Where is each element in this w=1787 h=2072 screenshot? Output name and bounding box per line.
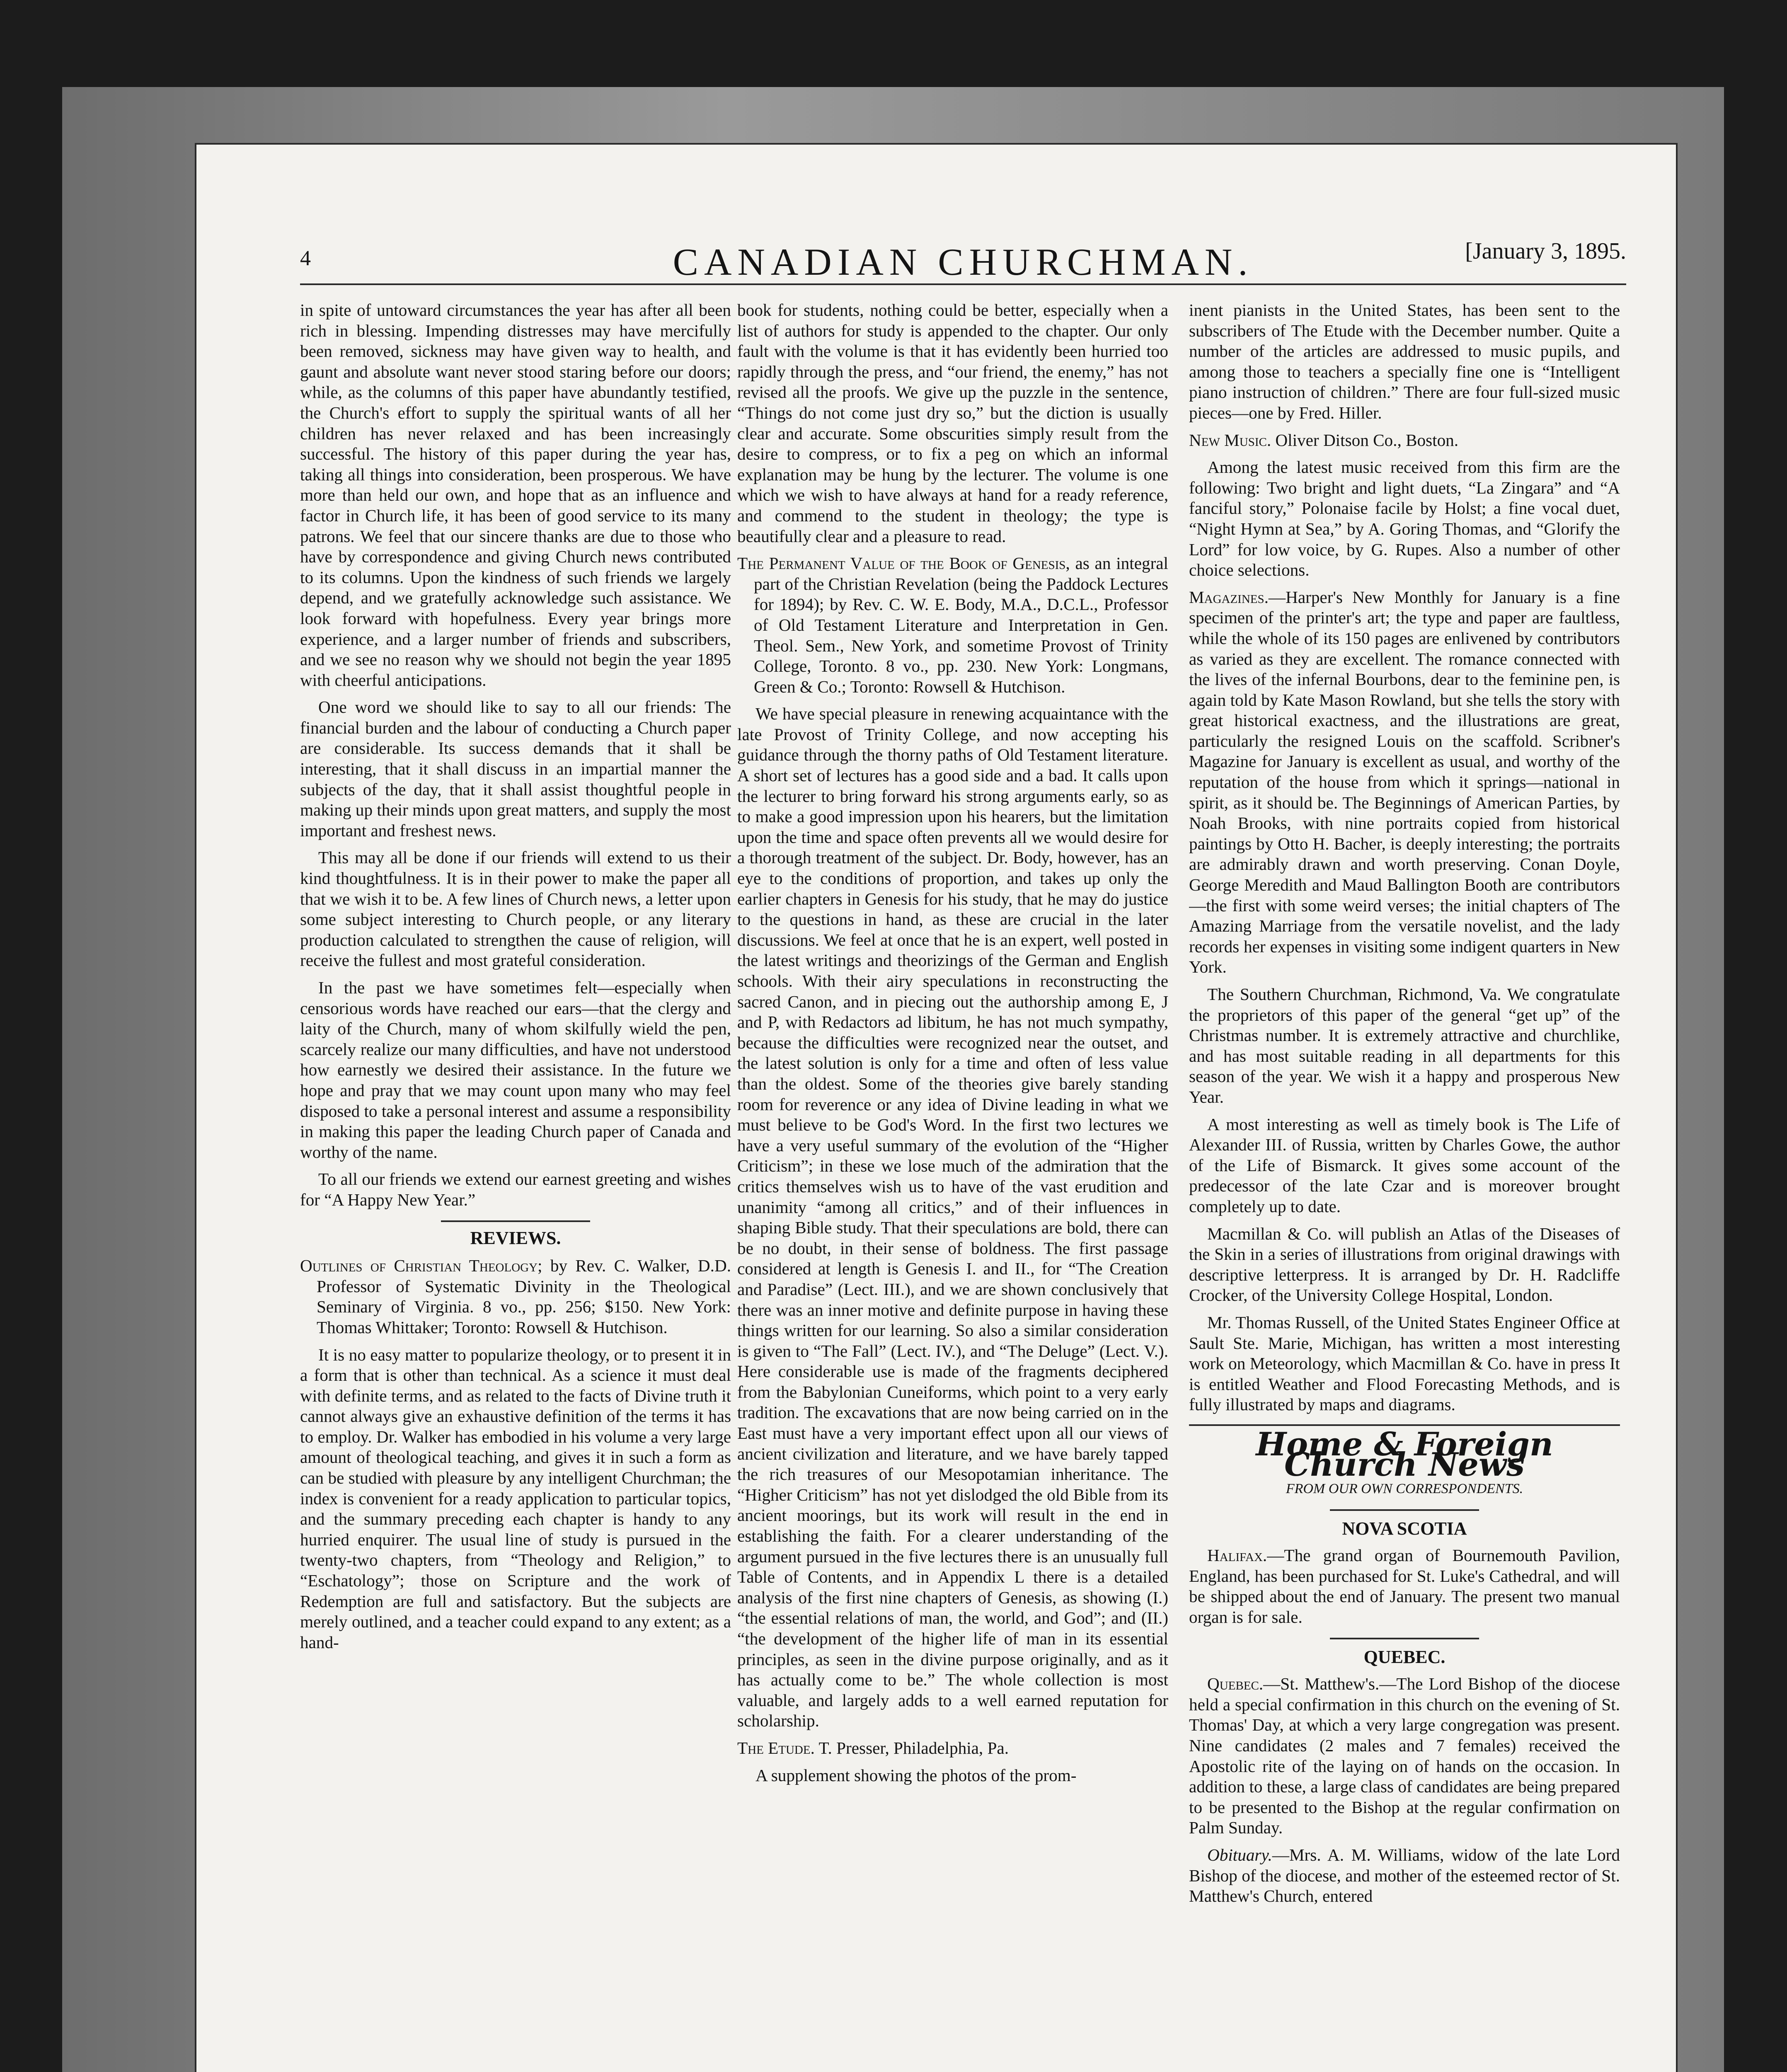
place-name: Quebec. (1207, 1674, 1264, 1694)
province-heading-quebec: QUEBEC. (1363, 1646, 1446, 1667)
paragraph: This may all be done if our friends will extend to us their kind thoughtfulness. It is in their power to make the paper all that we wish it to be. A few lines of Church news, a letter upon some subject interesting to Church people, or any literary production calculated to strengthen the cause of religion, will receive the fullest and most grateful consideration. (300, 848, 731, 970)
paragraph: Among the latest music received from this firm are the following: Two bright and light duets, “La Zingara” and “A fanciful story,” Polonaise facile by Holst; a fine vocal duet, “Night Hymn at Sea,” by A. Goring Thomas, and “Glorify the Lord” for low voice, by G. Rupes. Also a number of other choice selections. (1189, 457, 1620, 580)
review-details: ; by Rev. C. Walker, D.D. Professor of Systematic Divinity in the Theological Seminary of Virginia. 8 vo., pp. 256; $150. New York: Thomas Whittaker; Toronto: Rowsell & Hutchison. (317, 1256, 731, 1337)
review-entry (737, 553, 1168, 697)
news-item (1189, 1545, 1620, 1627)
news-item (1189, 1845, 1620, 1907)
news-text: —Mrs. A. M. Williams, widow of the late Lord Bishop of the diocese, and mother of the esteemed rector of St. Matthew's Church, entered (1189, 1845, 1620, 1906)
church-news-subheading: FROM OUR OWN CORRESPONDENTS. (1286, 1481, 1523, 1497)
newspaper-page (195, 143, 1678, 2072)
divider (1330, 1638, 1479, 1639)
reviews-heading: REVIEWS. (470, 1227, 561, 1248)
news-item (1189, 1674, 1620, 1838)
news-text: —The grand organ of Bournemouth Pavilion, England, has been purchased for St. Luke's Cathedral, and will be shipped about the end of January. The present two manual organ is for sale. (1189, 1546, 1620, 1627)
news-text: —St. Matthew's.—The Lord Bishop of the diocese held a special confirmation in this church on the evening of St. Thomas' Day, at which a very large congregation was present. Nine candidates (2 males and 7 females) received the Apostolic rite of the laying on of hands on the occasion. In addition to these, a large class of candidates are being prepared to be presented to the Bishop at the regular confirmation on Palm Sunday. (1189, 1674, 1620, 1837)
review-title: The Etude. (737, 1738, 815, 1757)
divider (441, 1220, 590, 1222)
review-entry (1189, 587, 1620, 978)
paragraph: inent pianists in the United States, has been sent to the subscribers of The Etude with the December number. Quite a number of the articles are addressed to music pupils, and among those to teachers a specially fine one is “Intelligent piano instruction of children.” There are four full-sized music pieces—one by Fred. Hiller. (1189, 300, 1620, 422)
divider (1330, 1509, 1479, 1511)
review-details: Oliver Ditson Co., Boston. (1271, 430, 1459, 450)
review-entry (300, 1256, 731, 1338)
paragraph: One word we should like to say to all our friends: The financial burden and the labour of conducting a Church paper are considerable. Its success demands that it shall be interesting, that it shall discuss in an impartial manner the subjects of the day, that it shall assist thoughtful people in making up their minds upon great matters, and supply the most important and freshest news. (300, 697, 731, 840)
paragraph: A most interesting as well as timely book is The Life of Alexander III. of Russia, written by Charles Gowe, the author of the Life of Bismarck. It gives some account of the predecessor of the late Czar and is moreover brought completely up to date. (1189, 1114, 1620, 1216)
paragraph: It is no easy matter to popularize theology, or to present it in a form that is other than technical. As a science it must deal with definite terms, and as related to the facts of Divine truth it cannot always give an exhaustive definition of the terms it has to employ. Dr. Walker has embodied in his volume a very large amount of theological teaching, and gives it in such a form as can be studied with pleasure by any intelligent Churchman; the index is convenient for a ready application to particular topics, and the summary preceding each chapter is handy to any hurried enquirer. The usual line of study is pursued in the twenty-two chapters, from “Theology and Religion,” to “Eschatology”; those on Scripture and the work of Redemption are full and satisfactory. But the subjects are merely outlined, and a teacher could expand to any extent; as a hand- (300, 1345, 731, 1652)
review-title: Outlines of Christian Theology (300, 1256, 538, 1276)
issue-date: [January 3, 1895. (1465, 238, 1626, 264)
paragraph: Macmillan & Co. will publish an Atlas of the Diseases of the Skin in a series of illustrations from original drawings with descriptive letterpress. It is arranged by Dr. H. Radcliffe Crocker, of the University College Hospital, London. (1189, 1224, 1620, 1305)
place-name: Halifax. (1207, 1546, 1267, 1565)
column-2 (737, 300, 1168, 2072)
column-3 (1189, 300, 1620, 2072)
province-heading-nova-scotia: NOVA SCOTIA (1342, 1518, 1467, 1539)
review-entry (737, 1738, 1168, 1759)
page-number: 4 (300, 247, 311, 270)
paragraph: —Harper's New Monthly for January is a fine specimen of the printer's art; the type and paper are faultless, while the whole of its 150 pages are enlivened by contributors as varied as they are excellent. The romance connected with the lives of the infernal Bourbons, dear to the feminine pen, is again told by Kate Mason Rowland, but she tells the story with great historical exactness, and the illustrations are great, particularly the resigned Louis on the scaffold. Scribner's Magazine for January is excellent as usual, and worthy of the reputation of the house from which it springs—national in spirit, as it should be. The Beginnings of American Parties, by Noah Brooks, with nine portraits copied from historical paintings by Otto H. Bacher, is deeply interesting; the portraits are admirably drawn and worth preserving. Conan Doyle, George Meredith and Maud Ballington Booth are contributors—the first with some weird verses; the initial chapters of The Amazing Marriage from the versatile novelist, and the lady records her expenses in visiting some indigent quarters in New York. (1189, 587, 1620, 977)
review-entry (1189, 430, 1620, 451)
paragraph: in spite of untoward circumstances the year has after all been rich in blessing. Impending distresses may have mercifully been removed, sickness may have given way to health, and gaunt and absolute want never stood staring before our doors; while, as the columns of this paper have abundantly testified, the Church's effort to supply the spiritual wants of all her children has never relaxed and has been increasingly successful. The history of this paper during the year has, taking all things into consideration, been prosperous. We have more than held our own, and hope that as an influence and factor in Church life, it has been of good service to its many patrons. We feel that our sincere thanks are due to those who have by correspondence and giving Church news contributed to its columns. Upon the kindness of such friends we largely depend, and we gratefully acknowledge such assistance. We look forward with hopefulness. Every year brings more experience, and a larger number of friends and subscribers, and we see no reason why we should not begin the year 1895 with cheerful anticipations. (300, 300, 731, 690)
masthead: CANADIAN CHURCHMAN. (673, 241, 1254, 283)
paragraph: Mr. Thomas Russell, of the United States Engineer Office at Sault Ste. Marie, Michigan, has written a most interesting work on Meteorology, which Macmillan & Co. have in press It is entitled Weather and Flood Forecasting Methods, and is fully illustrated by maps and diagrams. (1189, 1312, 1620, 1414)
review-title: The Permanent Value of the Book of Genesis, (737, 554, 1070, 573)
paragraph: book for students, nothing could be better, especially when a list of authors for study is appended to the chapter. Our only fault with the volume is that it has evidently been hurried too rapidly through the press, and “our friend, the enemy,” has not revised all the proofs. We give up the puzzle in the sentence, “Things do not come just dry so,” but the diction is usually clear and accurate. Some obscurities simply result from the desire to compress, or to fix a peg on which an informal explanation may be hung by the lecturer. The volume is one which we wish to have always at hand for a ready reference, and commend to the student in theology; the type is beautifully clear and a pleasure to read. (737, 300, 1168, 546)
review-title: New Music. (1189, 430, 1271, 450)
obituary-label: Obituary. (1207, 1845, 1272, 1864)
review-details: as an integral part of the Christian Revelation (being the Paddock Lectures for 1894); by Rev. C. W. E. Body, M.A., D.C.L., Professor of Old Testament Literature and Interpretation in Gen. Theol. Sem., New York, and sometime Provost of Trinity College, Toronto. 8 vo., pp. 230. New York: Longmans, Green & Co.; Toronto: Rowsell & Hutchison. (754, 554, 1168, 696)
section-label: Magazines. (1189, 587, 1269, 607)
paragraph: We have special pleasure in renewing acquaintance with the late Provost of Trinity College, and now accepting his guidance through the thorny paths of Old Testament literature. A short set of lectures has a good side and a bad. It calls upon the lecturer to bring forward his strong arguments early, so as to make a good impression upon his hearers, but the limitation upon the time and space often prevents all we would desire for a thorough treatment of the subject. Dr. Body, however, has an eye to the conditions of proportion, and takes up only the earlier chapters in Genesis for his study, that he may do justice to the questions in hand, as these are crucial in the later discussions. We feel at once that he is an expert, well posted in the latest writings and theorizings of the German and English schools. With their airy speculations in reconstructing the sacred Canon, and in piecing out the authorship among E, J and P, with Redactors ad libitum, he has not much sympathy, because the difficulties were recognized near the outset, and the latest solution is only for a time and often of less value than the oldest. Some of the theories give barely standing room for reverence or any idea of Divine leading in what we must believe to be God's Word. In the first two lectures we have a very useful summary of the evolution of the “Higher Criticism”; in these we lose much of the admiration that the critics themselves wish us to have of the vast erudition and unanimity “among all critics,” and of their influences in shaping Bible study. That their speculations are bold, there can be no doubt, in their sense of boldness. The first passage considered at length is Genesis I. and II., for “The Creation and Paradise” (Lect. III.), and we are shown conclusively that there was an inner motive and definite purpose in having these things written for our learning. So also a similar consideration is given to “The Fall” (Lect. IV.), and “The Deluge” (Lect. V.). Here considerable use is made of the fragments deciphered from the Babylonian Cuneiforms, which point to a very early tradition. The excavations that are now being carried on in the East must have a very important effect upon all our views of ancient civilization and literature, and we have barely tapped the rich treasures of our Mesopotamian inheritance. The “Higher Criticism” has not yet dislodged the old Bible from its ancient moorings, but its work will result in the end in establishing the faith. For a clearer understanding of the argument pursued in the five lectures there is an unusually full Table of Contents, and in Appendix L there is a detailed analysis of the first nine chapters of Genesis, as showing (I.) “the essential relations of man, the world, and God”; and (II.) “the development of the higher life of man in its essential principles, as seen in the divine purpose originally, and as it has actually come to be.” The whole collection is most valuable, and largely adds to a well earned reputation for scholarship. (737, 704, 1168, 1731)
paragraph: A supplement showing the photos of the prom- (755, 1765, 1077, 1785)
review-details: T. Presser, Philadelphia, Pa. (814, 1738, 1009, 1757)
paragraph: To all our friends we extend our earnest greeting and wishes for “A Happy New Year.” (300, 1169, 731, 1209)
column-1 (300, 300, 731, 2072)
paragraph: In the past we have sometimes felt—especially when censorious words have reached our ears—that the clergy and laity of the Church, many of whom skilfully wield the pen, scarcely realize our many difficulties, and have not understood how earnestly we desired their assistance. In the future we hope and pray that we may count upon many who may feel disposed to take a personal interest and assume a responsibility in making this paper the leading Church paper of Canada and worthy of the name. (300, 978, 731, 1162)
page-header (300, 221, 1626, 285)
paragraph: The Southern Churchman, Richmond, Va. We congratulate the proprietors of this paper of the general “get up” of the Christmas number. It is extremely attractive and churchlike, and has most suitable reading in all departments for this season of the year. We wish it a happy and prosperous New Year. (1189, 985, 1620, 1106)
church-news-heading: Home & Foreign Church News (1256, 1425, 1553, 1484)
